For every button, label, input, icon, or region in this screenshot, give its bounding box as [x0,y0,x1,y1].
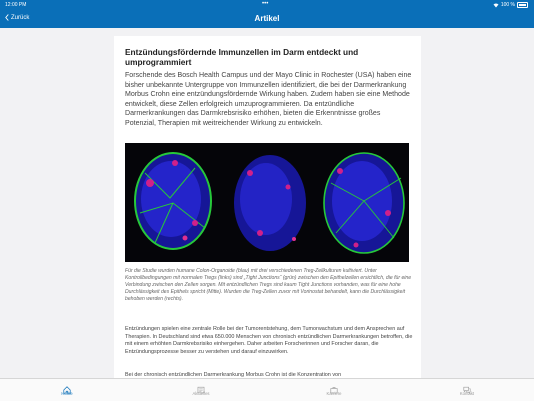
back-label: Zurück [11,14,30,21]
tab-kontakt-label: Kontakt [459,391,475,396]
nav-bar [0,9,534,28]
tab-aktuelles-label: Aktuelles [192,391,210,396]
microscopy-panel-middle [220,143,313,262]
article-lead: Forschende des Bosch Health Campus und der Mayo Clinic in Rochester (USA) haben eine bisher unbekannte Untergruppe von Immunzellen identifiziert, die bei der Darmerkrankung Morbus Crohn eine entzündungsfördernde Wirkung haben. Zudem haben sie eine Methode entwickelt, diese Zellen erfolgreich umzuprogrammieren. Da entzündliche Darmerkrankungen das Darmkrebsrisiko erhöhen, bieten die Erkenntnisse großes Potenzial, Therapien mit weitreichender Wirkung zu entwickeln. [125,72,412,127]
tab-karriere[interactable] [294,381,374,396]
article-card [114,36,421,378]
tab-bar [0,378,534,401]
status-right [493,2,528,8]
tab-home-label: Home [61,391,73,396]
page-title: Artikel [254,14,280,23]
article-paragraph: Entzündungen spielen eine zentrale Rolle bei der Tumorentstehung, dem Tumorwachstum und dem Ansprechen auf Therapien. In Deutschland sind etwa 650.000 Menschen von chronisch entzündlichen Darmerkrankungen betroffen, die mit einem erhöhten Darmkrebsrisiko einhergehen. Daher arbeiten Forscherinnen und Forscher daran, die Entzündungsprozesse besser zu verstehen und darauf einzuwirken. [125,326,413,355]
wifi-icon [493,3,499,8]
tab-kontakt[interactable] [427,381,507,396]
image-caption: Für die Studie wurden humane Colon-Organoide (blau) mit drei verschiedenen Treg-Zellkulturen kultiviert. Unter Kontrollbedingungen mit normalen Tregs (links) sind „Tight Junctions“ (grün) zwischen den Epithelzellen ersichtlich, die für eine Verbindung zwischen den Zellen sorgen. Mit entzündlichen Tregs sind kaum Tight Junctions vorhanden, was für eine hohe Durchlässigkeit des Epithels spricht (Mitte). Wurden die Treg-Zellen zuvor mit Vorinostat behandelt, kann die Durchlässigkeit behoben werden (rechts). [125,268,412,303]
article-paragraph-next: Bei der chronisch entzündlichen Darmerkrankung Morbus Crohn ist die Konzentration von [125,372,342,378]
article-headline: Entzündungsfördernde Immunzellen im Darm entdeckt und umprogrammiert [125,47,359,67]
status-bar [0,0,534,9]
multitasking-dots: ••• [262,1,269,7]
tab-aktuelles[interactable] [161,381,241,396]
battery-icon [517,2,528,8]
status-time: 12:00 PM [5,2,27,8]
microscopy-image [125,143,409,262]
microscopy-panel-left [125,143,218,262]
microscopy-panel-right [316,143,409,262]
battery-percent: 100 % [500,2,515,8]
tab-home[interactable] [27,381,107,396]
tab-karriere-label: Karriere [326,391,342,396]
